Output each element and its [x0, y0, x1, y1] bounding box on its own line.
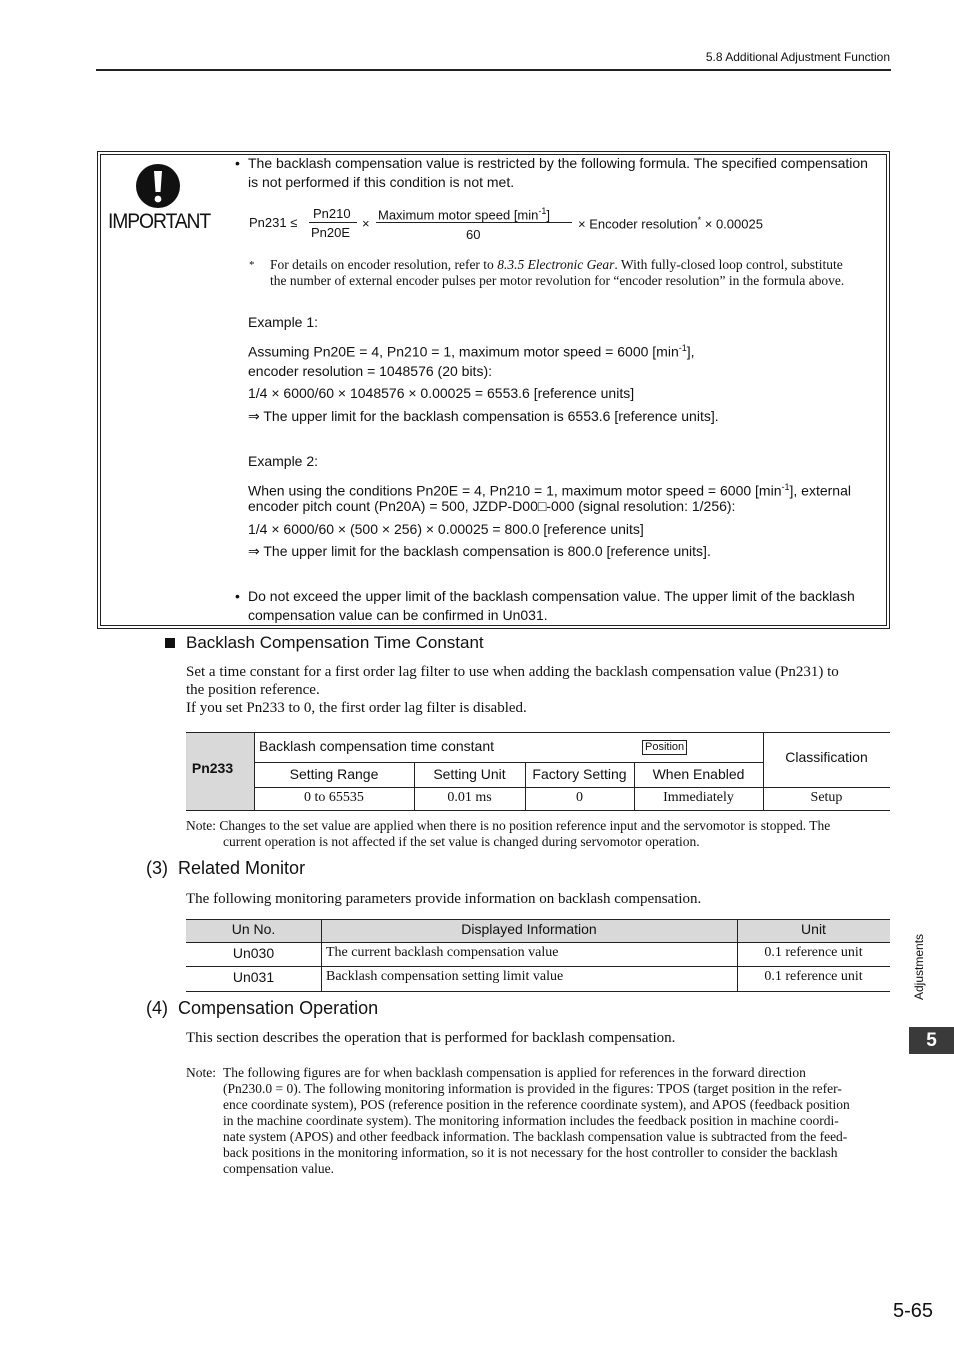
- formula-lhs: Pn231 ≤: [249, 215, 298, 230]
- comp-op-note-4: in the machine coordinate system). The monitoring information includes the feedback position in machine coordi-: [223, 1113, 839, 1128]
- header-setting-unit: Setting Unit: [433, 766, 506, 782]
- comp-op-heading: (4) Compensation Operation: [146, 998, 379, 1018]
- example1-line2: encoder resolution = 1048576 (20 bits):: [248, 363, 492, 379]
- monitor-table: [186, 919, 890, 992]
- header-factory-setting: Factory Setting: [532, 766, 627, 782]
- table-row-un031-info: Backlash compensation setting limit value: [326, 969, 564, 984]
- pn233-table: [186, 732, 890, 811]
- comp-op-note-7: compensation value.: [223, 1161, 334, 1176]
- table-row-un030-unit: 0.1 reference unit: [764, 945, 863, 960]
- example1-line1: Assuming Pn20E = 4, Pn210 = 1, maximum motor speed = 6000 $[\min^{-1}]$,: [248, 343, 695, 360]
- example2-line1: When using the conditions Pn20E = 4, Pn210 = 1, maximum motor speed = 6000 $[\min^{-1}]$, external: [248, 482, 851, 499]
- running-header: 5.8 Additional Adjustment Function: [705, 50, 890, 64]
- header-rule: [96, 69, 891, 71]
- formula-rhs: × Encoder resolution* × 0.00025: [578, 215, 763, 232]
- example2-line4: ⇒ The upper limit for the backlash compensation is 800.0 [reference units].: [248, 543, 711, 559]
- fraction-bar-2: [376, 222, 572, 223]
- formula-times: ×: [362, 216, 370, 231]
- header-setting-range: Setting Range: [289, 766, 379, 782]
- footnote-line1: For details on encoder resolution, refer to 8.3.5 Electronic Gear. With fully-closed loop control, substitute: [270, 257, 843, 272]
- bullet1-line2: is not performed if this condition is not met.: [248, 174, 515, 190]
- comp-op-note-2: (Pn230.0 = 0). The following monitoring information is provided in the figures: TPOS (target position in the refer-: [223, 1081, 842, 1096]
- related-monitor-para: The following monitoring parameters provide information on backlash compensation.: [186, 891, 702, 907]
- related-monitor-heading: (3) Related Monitor: [146, 858, 306, 878]
- comp-op-note-3: ence coordinate system), POS (reference position in the reference coordinate system), and APOS (feedback position: [223, 1097, 850, 1112]
- monitor-header-unno: Un No.: [231, 921, 276, 937]
- comp-op-note-6: back positions in the monitoring information, so it is not necessary for the host controller to consider the backlash: [223, 1145, 838, 1160]
- example1-title: Example 1:: [248, 314, 319, 330]
- monitor-header-info: Displayed Information: [461, 921, 597, 937]
- table-row-un030-no: Un030: [232, 945, 275, 961]
- bullet-dot: •: [235, 155, 240, 171]
- fraction-bar-1: [309, 222, 357, 223]
- value-classification: Setup: [810, 790, 843, 805]
- formula-num2: Maximum motor speed $[\min^{-1}]$: [378, 206, 551, 223]
- value-when-enabled: Immediately: [663, 790, 734, 805]
- formula-den1: Pn20E: [311, 225, 351, 240]
- bullet2-line1: Do not exceed the upper limit of the backlash compensation value. The upper limit of the backlash: [248, 588, 855, 604]
- comp-op-para: This section describes the operation that is performed for backlash compensation.: [186, 1030, 676, 1046]
- comp-op-note-1: The following figures are for when backlash compensation is applied for references in the forward direction: [223, 1065, 806, 1080]
- footnote-mark: *: [249, 259, 255, 271]
- example2-line2: encoder pitch count (Pn20A) = 500, JZDP-D00□-000 (signal resolution: 1/256):: [248, 498, 736, 514]
- footnote-line2: the number of external encoder pulses per motor revolution for “encoder resolution” in the formula above.: [270, 273, 845, 288]
- position-tag: Position: [642, 740, 687, 755]
- square-bullet-icon: [165, 638, 175, 648]
- time-constant-para-1: Set a time constant for a first order lag filter to use when adding the backlash compensation value (Pn231) to: [186, 664, 839, 680]
- value-setting-range: 0 to 65535: [304, 790, 364, 805]
- param-name: Backlash compensation time constant: [259, 738, 495, 754]
- exclamation-icon: [135, 163, 181, 209]
- comp-op-note-label: Note:: [186, 1065, 216, 1080]
- table-row-un030-info: The current backlash compensation value: [326, 945, 559, 960]
- formula-num1: Pn210: [313, 206, 351, 221]
- important-label: IMPORTANT: [108, 210, 211, 233]
- time-constant-para-2: the position reference.: [186, 682, 320, 698]
- page-number: 5-65: [893, 1300, 934, 1322]
- side-chapter-label: Adjustments: [912, 933, 926, 1000]
- example2-title: Example 2:: [248, 453, 319, 469]
- header-when-enabled: When Enabled: [652, 766, 745, 782]
- table-row-un031-unit: 0.1 reference unit: [764, 969, 863, 984]
- note-line1: Note: Changes to the set value are applied when there is no position reference input and the servomotor is stopped. The: [186, 818, 831, 833]
- monitor-header-unit: Unit: [801, 921, 826, 937]
- comp-op-note-5: nate system (APOS) and other feedback information. The backlash compensation value is subtracted from the feed-: [223, 1129, 848, 1144]
- classification-label: Classification: [785, 749, 868, 765]
- bullet-dot: •: [235, 588, 240, 604]
- example2-line3: 1/4 × 6000/60 × (500 × 256) × 0.00025 = 800.0 [reference units]: [248, 521, 644, 537]
- bullet2-line2: compensation value can be confirmed in Un031.: [248, 607, 548, 623]
- formula-den2: 60: [466, 227, 481, 242]
- chapter-tab: 5: [909, 1027, 954, 1054]
- value-setting-unit: 0.01 ms: [447, 790, 492, 805]
- note-line2: current operation is not affected if the set value is changed during servomotor operation.: [223, 834, 700, 849]
- table-row-un031-no: Un031: [232, 969, 275, 985]
- value-factory-setting: 0: [576, 790, 583, 805]
- param-number: Pn233: [191, 760, 234, 776]
- example1-line3: 1/4 × 6000/60 × 1048576 × 0.00025 = 6553.6 [reference units]: [248, 385, 635, 401]
- time-constant-heading: Backlash Compensation Time Constant: [186, 633, 484, 652]
- bullet1-line1: The backlash compensation value is restricted by the following formula. The specified compensation: [248, 155, 868, 171]
- time-constant-para-3: If you set Pn233 to 0, the first order lag filter is disabled.: [186, 700, 527, 716]
- example1-line4: ⇒ The upper limit for the backlash compensation is 6553.6 [reference units].: [248, 408, 719, 424]
